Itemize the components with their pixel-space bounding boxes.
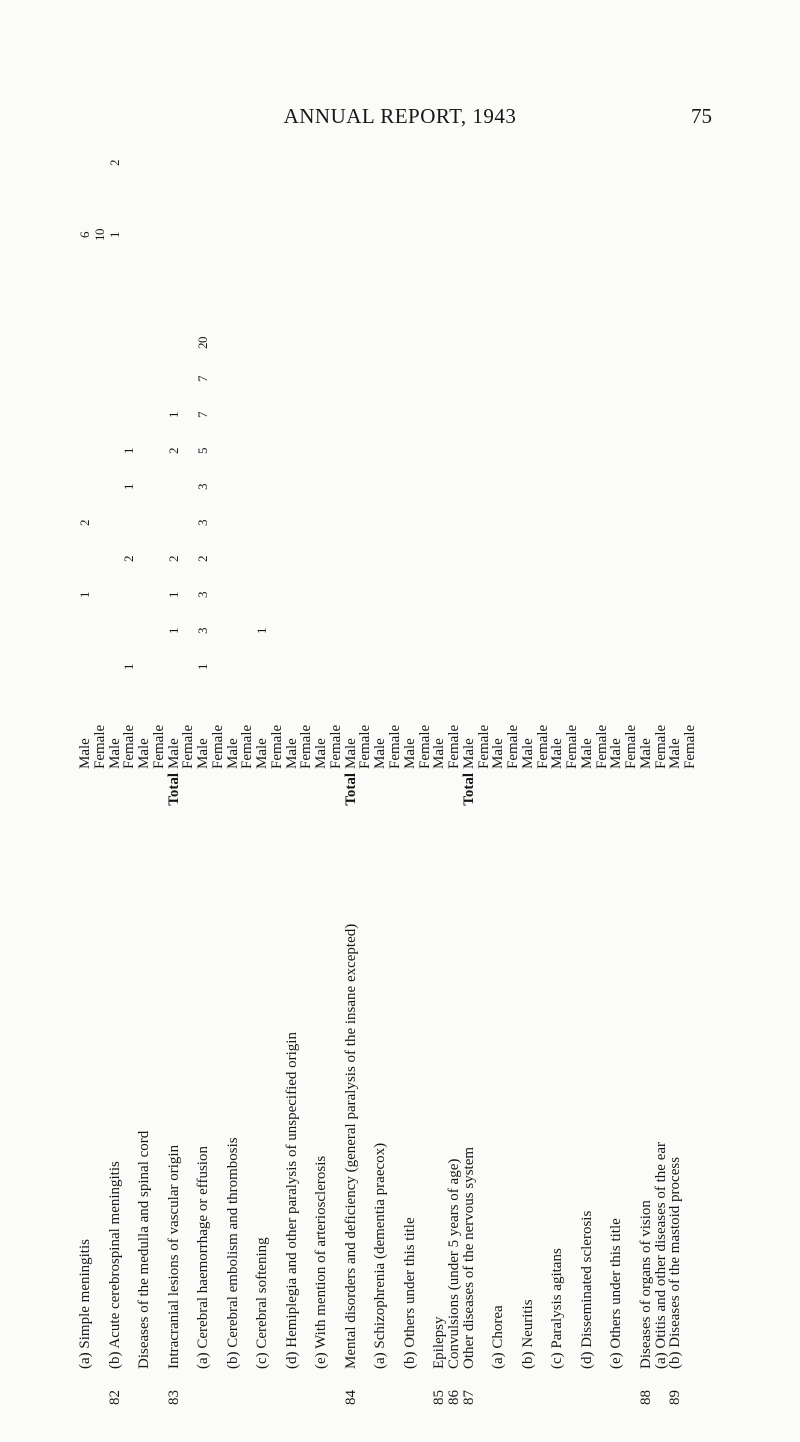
table-row — [299, 145, 314, 1405]
row-sex: Male — [165, 738, 182, 769]
row-sex: Male — [283, 738, 300, 769]
report-title: ANNUAL REPORT, 1943 — [283, 104, 517, 128]
table-row — [137, 145, 152, 1405]
row-cells — [152, 145, 166, 685]
row-cells — [462, 145, 476, 685]
table-row — [358, 145, 373, 1405]
table-row — [521, 145, 536, 1405]
table-row — [373, 145, 388, 1405]
row-sex: Male — [77, 738, 93, 769]
row-label: Diseases of the medulla and spinal cord — [136, 1130, 153, 1369]
table-cell: 10 — [91, 229, 107, 241]
row-sex: Female — [682, 724, 699, 769]
row-cells — [506, 145, 520, 685]
table-row — [595, 145, 610, 1405]
row-label: (c) Cerebral softening — [254, 1237, 271, 1369]
row-sex: Female — [593, 724, 610, 769]
row-number: 88 — [637, 1390, 654, 1405]
table-row — [93, 145, 108, 1405]
table-row — [654, 145, 669, 1405]
table-cell: 1 — [121, 448, 137, 454]
row-cells — [624, 145, 638, 685]
table-cell: 3 — [195, 484, 211, 490]
row-label: (c) Paralysis agitans — [549, 1248, 566, 1369]
table-row — [550, 145, 565, 1405]
row-cells — [654, 145, 668, 685]
page-number: 75 — [691, 104, 712, 128]
row-number: 89 — [667, 1390, 684, 1405]
row-label: (b) Cerebral embolism and thrombosis — [224, 1137, 241, 1369]
row-cells — [521, 145, 535, 685]
row-sex: Female — [564, 724, 581, 769]
row-sex: Male — [401, 738, 418, 769]
table-row — [462, 145, 477, 1405]
row-label: (b) Neuritis — [519, 1299, 536, 1369]
table-cell: 2 — [121, 556, 137, 562]
table-row — [624, 145, 639, 1405]
row-sex: Male — [195, 738, 212, 769]
table-row — [491, 145, 506, 1405]
table-row — [108, 145, 123, 1405]
table-cell: 6 — [77, 232, 92, 238]
row-cells — [329, 145, 343, 685]
row-sex: Male — [106, 738, 123, 769]
table-row — [639, 145, 654, 1405]
table-row — [314, 145, 329, 1405]
table-row — [181, 145, 196, 1405]
table-cell: 3 — [195, 520, 211, 526]
row-cells — [373, 145, 387, 685]
row-number: 84 — [342, 1390, 359, 1405]
row-cells — [240, 145, 254, 685]
row-sex: Female — [387, 724, 403, 769]
table-row — [447, 145, 462, 1405]
table-row — [78, 145, 93, 1405]
table-row — [226, 145, 241, 1405]
table-row — [418, 145, 433, 1405]
table-row — [432, 145, 447, 1405]
row-label: Intracranial lesions of vascular origin — [165, 1144, 182, 1369]
table-cell: 1 — [195, 664, 211, 670]
row-number: 85 — [431, 1390, 448, 1405]
table-cell: 7 — [195, 412, 211, 418]
row-label: (d) Hemiplegia and other paralysis of unspecified origin — [283, 1032, 300, 1369]
table-row — [329, 145, 344, 1405]
row-sex: Female — [623, 724, 640, 769]
row-sex: Male — [313, 738, 330, 769]
table-row — [240, 145, 255, 1405]
table-cell: 1 — [165, 592, 181, 598]
row-cells — [536, 145, 550, 685]
row-cells — [609, 145, 623, 685]
row-cells — [418, 145, 432, 685]
row-label: (a) Schizophrenia (dementia praecox) — [372, 1142, 389, 1369]
row-cells — [595, 145, 609, 685]
row-sex: Female — [209, 724, 226, 769]
row-cells — [447, 145, 461, 685]
table-row — [152, 145, 167, 1405]
table-row — [285, 145, 300, 1405]
table-cell: 1 — [121, 484, 137, 490]
row-label: (a) Simple meningitis — [77, 1239, 93, 1369]
row-sex: Male — [431, 738, 448, 769]
table-row — [255, 145, 270, 1405]
row-cells — [403, 145, 417, 685]
row-label: (b) Acute cerebrospinal meningitis — [106, 1161, 123, 1369]
table-row — [167, 145, 182, 1405]
row-sex: Female — [652, 724, 669, 769]
row-sex: Female — [446, 724, 463, 769]
row-label: (a) Otitis and other diseases of the ear — [652, 1142, 669, 1369]
row-sex: Male — [342, 738, 359, 769]
row-label: (a) Cerebral haemorrhage or effusion — [195, 1146, 212, 1369]
row-total-label: Total — [460, 773, 477, 806]
row-sex: Female — [298, 724, 315, 769]
table-cell: 20 — [195, 337, 211, 349]
row-cells — [255, 145, 269, 685]
row-cells — [344, 145, 358, 685]
row-sex: Female — [239, 724, 256, 769]
table-cell: 2 — [106, 160, 122, 166]
row-sex: Female — [121, 724, 138, 769]
row-sex: Female — [534, 724, 551, 769]
row-cells — [93, 145, 107, 685]
row-sex: Male — [136, 738, 153, 769]
row-label: (e) With mention of arteriosclerosis — [313, 1155, 330, 1369]
table-cell: 3 — [195, 628, 211, 634]
row-label: (b) Diseases of the mastoid process — [667, 1156, 684, 1369]
row-cells — [477, 145, 491, 685]
row-cells — [78, 145, 92, 685]
row-cells — [314, 145, 328, 685]
row-cells — [167, 145, 181, 685]
table-cell: 2 — [77, 520, 92, 526]
table-cell: 1 — [121, 664, 137, 670]
row-cells — [358, 145, 372, 685]
table-cell: 1 — [165, 628, 181, 634]
row-number: 82 — [106, 1390, 123, 1405]
row-cells — [668, 145, 682, 685]
table-cell: 1 — [254, 628, 270, 634]
table-row — [506, 145, 521, 1405]
row-total-label: Total — [342, 773, 359, 806]
row-number: 83 — [165, 1390, 182, 1405]
row-sex: Female — [505, 724, 522, 769]
row-sex: Male — [254, 738, 271, 769]
table-cell: 3 — [195, 592, 211, 598]
table-row — [668, 145, 683, 1405]
table-row — [565, 145, 580, 1405]
row-cells — [683, 145, 697, 685]
row-sex: Male — [490, 738, 507, 769]
table-row — [122, 145, 137, 1405]
row-cells — [270, 145, 284, 685]
row-cells — [432, 145, 446, 685]
table-cell: 2 — [165, 556, 181, 562]
row-cells — [122, 145, 136, 685]
row-sex: Female — [416, 724, 433, 769]
row-label: Diseases of organs of vision — [637, 1200, 654, 1369]
row-label: Mental disorders and deficiency (general paralysis of the insane excepted) — [342, 923, 359, 1369]
row-number: 86 — [446, 1390, 463, 1405]
row-label: (d) Disseminated sclerosis — [578, 1210, 595, 1369]
row-sex: Male — [460, 738, 477, 769]
row-cells — [491, 145, 505, 685]
row-cells — [299, 145, 313, 685]
row-sex: Female — [475, 724, 492, 769]
row-label: Other diseases of the nervous system — [460, 1146, 477, 1369]
row-sex: Male — [667, 738, 684, 769]
mortality-table — [78, 145, 698, 1405]
table-cell: 1 — [106, 232, 122, 238]
row-label: (e) Others under this title — [608, 1218, 625, 1369]
row-sex: Female — [91, 724, 108, 769]
row-sex: Male — [224, 738, 241, 769]
table-row — [609, 145, 624, 1405]
row-cells — [196, 145, 210, 685]
row-cells — [639, 145, 653, 685]
table-cell: 2 — [195, 556, 211, 562]
table-row — [403, 145, 418, 1405]
row-label: Convulsions (under 5 years of age) — [446, 1158, 463, 1369]
row-cells — [580, 145, 594, 685]
row-sex: Male — [578, 738, 595, 769]
row-sex: Male — [519, 738, 536, 769]
row-sex: Male — [372, 738, 389, 769]
row-sex: Male — [549, 738, 566, 769]
table-row — [211, 145, 226, 1405]
row-sex: Female — [268, 724, 285, 769]
table-row — [477, 145, 492, 1405]
row-sex: Male — [637, 738, 654, 769]
table-row — [683, 145, 698, 1405]
table-row — [270, 145, 285, 1405]
page-header — [0, 0, 800, 140]
row-cells — [181, 145, 195, 685]
table-cell: 7 — [195, 376, 211, 382]
row-number: 87 — [460, 1390, 477, 1405]
row-sex: Male — [608, 738, 625, 769]
row-label: (a) Chorea — [490, 1305, 507, 1369]
table-row — [196, 145, 211, 1405]
table-cell: 1 — [165, 412, 181, 418]
table-row — [536, 145, 551, 1405]
row-cells — [137, 145, 151, 685]
row-sex: Female — [180, 724, 197, 769]
row-cells — [285, 145, 299, 685]
table-cell: 5 — [195, 448, 211, 454]
table-cell: 2 — [165, 448, 181, 454]
row-cells — [108, 145, 122, 685]
table-row — [580, 145, 595, 1405]
table-cell: 1 — [77, 592, 92, 598]
row-cells — [550, 145, 564, 685]
row-label: (b) Others under this title — [401, 1217, 418, 1369]
row-label: Epilepsy — [431, 1316, 448, 1369]
row-cells — [388, 145, 402, 685]
row-cells — [226, 145, 240, 685]
table-row — [344, 145, 359, 1405]
row-total-label: Total — [165, 773, 182, 806]
row-sex: Female — [150, 724, 167, 769]
row-cells — [211, 145, 225, 685]
row-cells — [565, 145, 579, 685]
table-row — [388, 145, 403, 1405]
row-sex: Female — [357, 724, 374, 769]
row-sex: Female — [327, 724, 344, 769]
